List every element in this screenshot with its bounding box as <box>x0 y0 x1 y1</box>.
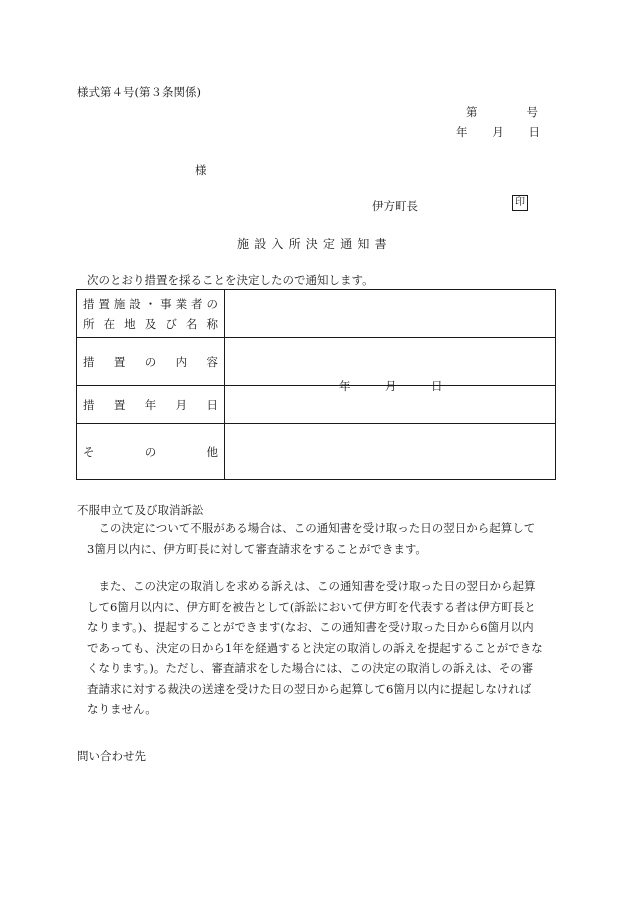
paragraph-line: この決定について不服がある場合は、この通知書を受け取った日の翌日から起算して <box>87 521 536 535</box>
date-value-cell <box>225 379 556 424</box>
contact-label: 問い合わせ先 <box>77 749 146 763</box>
paragraph-line: 3箇月以内に、伊方町長に対して審査請求をすることができます。 <box>87 541 427 556</box>
facility-value-cell <box>225 290 556 338</box>
date-year: 年 <box>456 125 468 139</box>
paragraph-line: なります。)、提起することができます(なお、この通知書を受け取った日から6箇月以内 <box>87 620 534 634</box>
number-prefix: 第 <box>466 105 478 119</box>
document-title: 施設入所決定通知書 <box>237 237 392 251</box>
number-suffix: 号 <box>526 105 538 119</box>
paragraph-line: なりません。 <box>87 702 157 716</box>
intro-text: 次のとおり措置を採ることを決定したので通知します。 <box>87 273 374 287</box>
measure-day: 日 <box>431 379 443 393</box>
form-number: 様式第４号(第３条関係) <box>77 85 201 99</box>
content-label: 措置の内容 <box>83 354 218 369</box>
facility-label-line1: 措置施設・事業者の <box>83 296 218 311</box>
date-day: 日 <box>528 125 540 139</box>
paragraph-line: 査請求に対する裁決の送達を受けた日の翌日から起算して6箇月以内に提起しなければ <box>87 681 532 696</box>
other-label: その他 <box>83 444 218 459</box>
date-label: 措置年月日 <box>83 397 218 412</box>
measure-month: 月 <box>385 379 397 393</box>
paragraph-line: であっても、決定の日から1年を経過すると決定の取消しの訴えを提起することができな <box>87 640 543 655</box>
other-label-cell <box>77 424 225 480</box>
facility-label-cell <box>77 290 225 338</box>
issue-date-line <box>456 124 540 140</box>
table-row <box>77 290 556 338</box>
table-row <box>77 338 556 386</box>
addressee-suffix: 様 <box>195 163 207 177</box>
facility-label-line2: 所在地及び名称 <box>83 316 218 331</box>
paragraph-line: して6箇月以内に、伊方町を被告として(訴訟において伊方町を代表する者は伊方町長と <box>87 599 536 614</box>
document-number-line <box>466 104 538 120</box>
measure-year: 年 <box>339 379 351 393</box>
appeal-heading: 不服申立て及び取消訴訟 <box>77 503 204 517</box>
date-month: 月 <box>492 125 504 139</box>
issuer-name: 伊方町長 <box>372 199 418 213</box>
table-row <box>77 424 556 480</box>
seal-mark: 印 <box>512 195 528 211</box>
date-label-cell <box>77 386 225 424</box>
decision-table <box>76 289 556 480</box>
paragraph-line: くなります。)。ただし、審査請求をした場合には、この決定の取消しの訴えは、その審 <box>87 661 534 675</box>
table-row <box>77 386 556 424</box>
content-label-cell <box>77 338 225 386</box>
other-value-cell <box>225 424 556 480</box>
paragraph-line: また、この決定の取消しを求める訴えは、この通知書を受け取った日の翌日から起算 <box>87 579 536 593</box>
appeal-paragraph-2 <box>87 576 552 720</box>
appeal-paragraph-1 <box>87 518 552 559</box>
